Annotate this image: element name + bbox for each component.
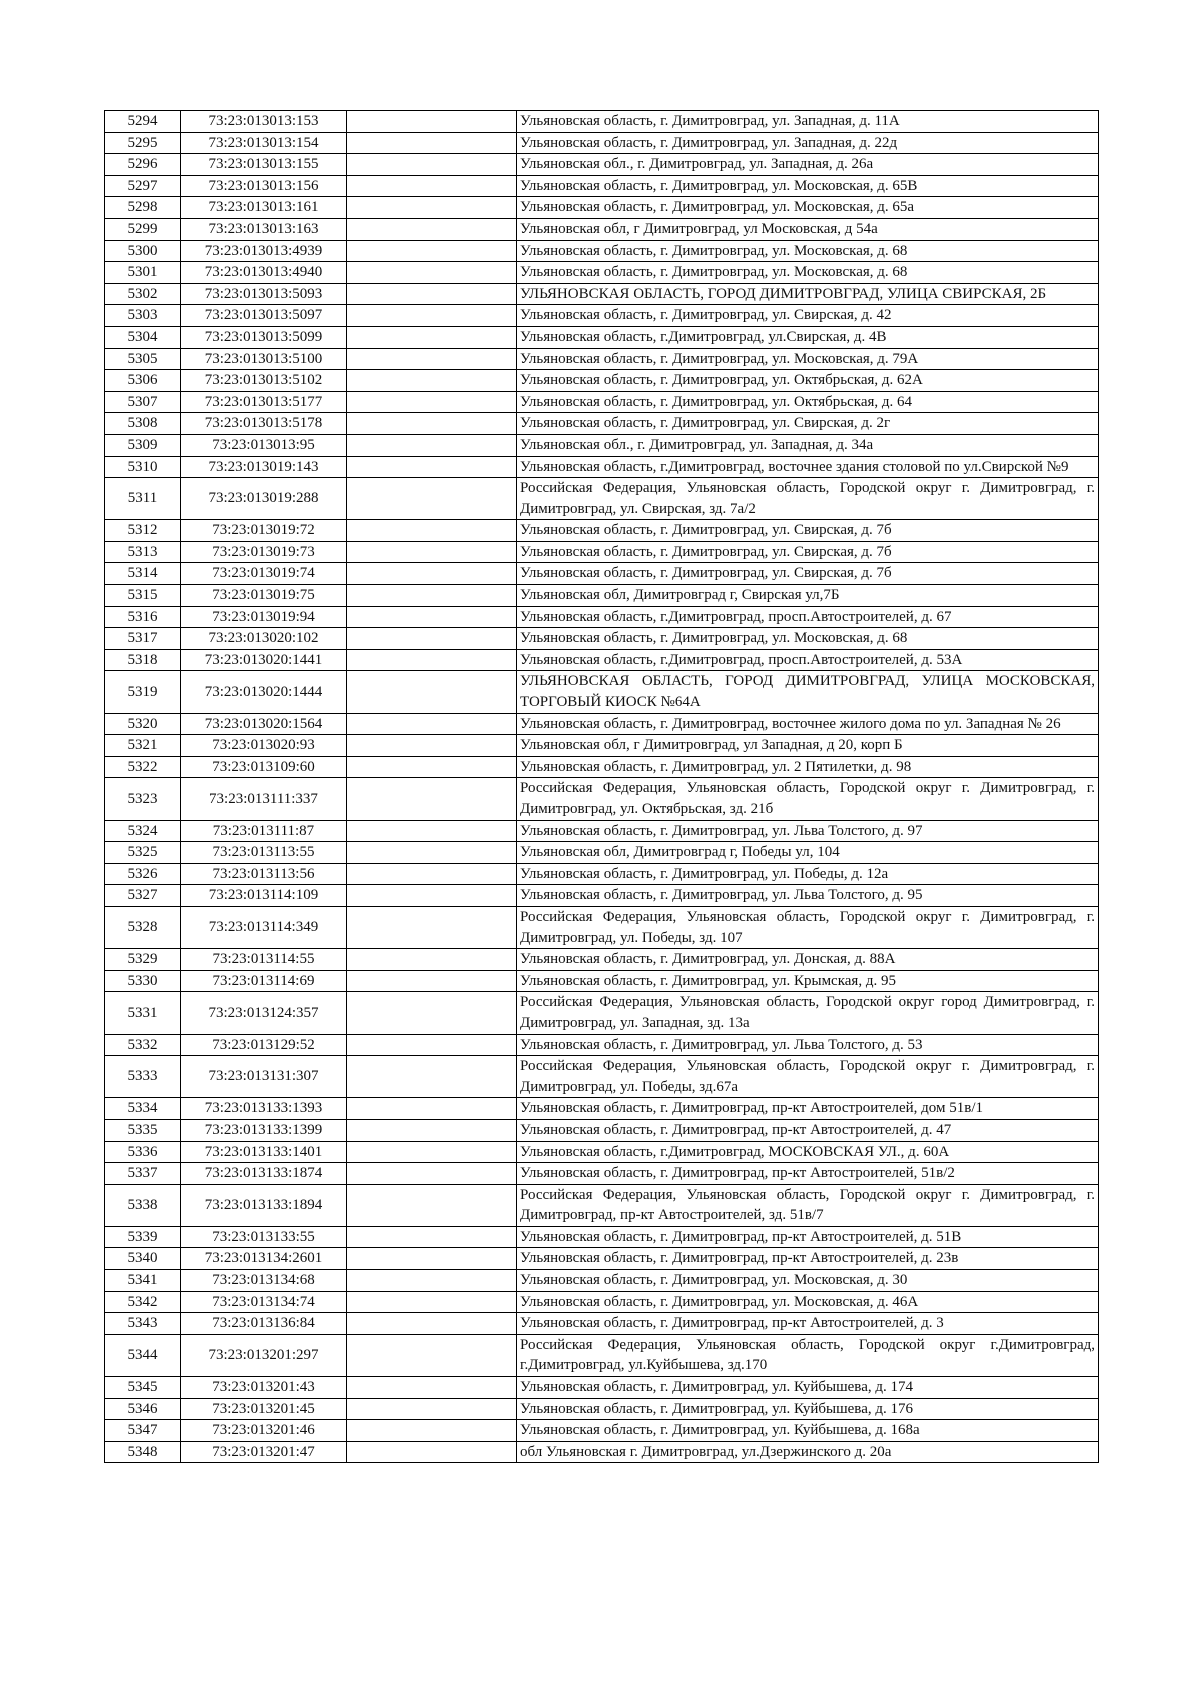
empty-cell	[347, 478, 517, 520]
table-row	[105, 370, 1099, 392]
table-row	[105, 563, 1099, 585]
empty-cell	[347, 240, 517, 262]
address-cell: Ульяновская область, г. Димитровград, ул. Московская, д. 68	[517, 262, 1099, 284]
empty-cell	[347, 197, 517, 219]
table-row	[105, 735, 1099, 757]
table-row	[105, 1270, 1099, 1292]
table-row	[105, 1119, 1099, 1141]
address-cell: Ульяновская область, г. Димитровград, ул. Западная, д. 11А	[517, 111, 1099, 133]
table-row	[105, 842, 1099, 864]
row-number-cell: 5297	[105, 175, 181, 197]
empty-cell	[347, 1226, 517, 1248]
address-cell: Ульяновская область, г. Димитровград, ул. Октябрьская, д. 62А	[517, 370, 1099, 392]
address-cell: Ульяновская область, г. Димитровград, ул. Донская, д. 88А	[517, 949, 1099, 971]
address-cell: Ульяновская область, г. Димитровград, ул. Куйбышева, д. 168а	[517, 1420, 1099, 1442]
empty-cell	[347, 628, 517, 650]
cadastral-number-cell: 73:23:013013:153	[181, 111, 347, 133]
address-cell: Ульяновская обл., г. Димитровград, ул. Западная, д. 34а	[517, 434, 1099, 456]
row-number-cell: 5344	[105, 1334, 181, 1376]
table-row	[105, 671, 1099, 713]
table-row	[105, 175, 1099, 197]
table-row	[105, 541, 1099, 563]
address-cell: Ульяновская область, г. Димитровград, ул. Октябрьская, д. 64	[517, 391, 1099, 413]
row-number-cell: 5322	[105, 756, 181, 778]
table-row	[105, 1291, 1099, 1313]
empty-cell	[347, 842, 517, 864]
row-number-cell: 5340	[105, 1248, 181, 1270]
table-row	[105, 283, 1099, 305]
empty-cell	[347, 370, 517, 392]
address-cell: Ульяновская область, г. Димитровград, восточнее жилого дома по ул. Западная № 26	[517, 713, 1099, 735]
address-cell: Ульяновская обл, Димитровград г, Свирская ул,7Б	[517, 585, 1099, 607]
empty-cell	[347, 906, 517, 948]
address-cell: Российская Федерация, Ульяновская область, Городской округ г. Димитровград, г. Димитровград, ул. Октябрьская, зд. 21б	[517, 778, 1099, 820]
empty-cell	[347, 1441, 517, 1463]
cadastral-number-cell: 73:23:013111:337	[181, 778, 347, 820]
address-cell: Ульяновская область, г. Димитровград, пр-кт Автостроителей, д. 23в	[517, 1248, 1099, 1270]
row-number-cell: 5308	[105, 413, 181, 435]
empty-cell	[347, 735, 517, 757]
table-row	[105, 1398, 1099, 1420]
cadastral-number-cell: 73:23:013020:1564	[181, 713, 347, 735]
table-row	[105, 820, 1099, 842]
cadastral-number-cell: 73:23:013131:307	[181, 1056, 347, 1098]
row-number-cell: 5333	[105, 1056, 181, 1098]
row-number-cell: 5317	[105, 628, 181, 650]
cadastral-number-cell: 73:23:013019:75	[181, 585, 347, 607]
cadastral-number-cell: 73:23:013134:68	[181, 1270, 347, 1292]
row-number-cell: 5313	[105, 541, 181, 563]
address-cell: Ульяновская область, г. Димитровград, ул. Свирская, д. 42	[517, 305, 1099, 327]
cadastral-number-cell: 73:23:013133:1874	[181, 1163, 347, 1185]
empty-cell	[347, 1420, 517, 1442]
row-number-cell: 5347	[105, 1420, 181, 1442]
address-cell: Ульяновская область, г. Димитровград, ул. Московская, д. 68	[517, 628, 1099, 650]
row-number-cell: 5343	[105, 1313, 181, 1335]
empty-cell	[347, 649, 517, 671]
row-number-cell: 5302	[105, 283, 181, 305]
empty-cell	[347, 585, 517, 607]
empty-cell	[347, 111, 517, 133]
table-row	[105, 132, 1099, 154]
address-cell: Ульяновская область, г. Димитровград, пр-кт Автостроителей, 51в/2	[517, 1163, 1099, 1185]
address-cell: Ульяновская область, г. Димитровград, ул. Западная, д. 22д	[517, 132, 1099, 154]
cadastral-number-cell: 73:23:013013:5102	[181, 370, 347, 392]
address-cell: УЛЬЯНОВСКАЯ ОБЛАСТЬ, ГОРОД ДИМИТРОВГРАД, УЛИЦА СВИРСКАЯ, 2Б	[517, 283, 1099, 305]
table-row	[105, 154, 1099, 176]
table-row	[105, 1184, 1099, 1226]
address-cell: обл Ульяновская г. Димитровград, ул.Дзержинского д. 20а	[517, 1441, 1099, 1463]
row-number-cell: 5348	[105, 1441, 181, 1463]
table-row	[105, 218, 1099, 240]
empty-cell	[347, 1098, 517, 1120]
address-cell: Ульяновская обл., г. Димитровград, ул. Западная, д. 26а	[517, 154, 1099, 176]
empty-cell	[347, 520, 517, 542]
table-row	[105, 240, 1099, 262]
address-cell: УЛЬЯНОВСКАЯ ОБЛАСТЬ, ГОРОД ДИМИТРОВГРАД, УЛИЦА МОСКОВСКАЯ, ТОРГОВЫЙ КИОСК №64А	[517, 671, 1099, 713]
empty-cell	[347, 1334, 517, 1376]
registry-sheet	[104, 110, 1098, 1463]
table-row	[105, 478, 1099, 520]
row-number-cell: 5309	[105, 434, 181, 456]
address-cell: Ульяновская область, г. Димитровград, ул. Московская, д. 65а	[517, 197, 1099, 219]
table-row	[105, 992, 1099, 1034]
row-number-cell: 5339	[105, 1226, 181, 1248]
address-cell: Ульяновская область, г. Димитровград, ул. 2 Пятилетки, д. 98	[517, 756, 1099, 778]
empty-cell	[347, 1119, 517, 1141]
table-row	[105, 326, 1099, 348]
empty-cell	[347, 970, 517, 992]
empty-cell	[347, 175, 517, 197]
row-number-cell: 5341	[105, 1270, 181, 1292]
empty-cell	[347, 885, 517, 907]
cadastral-number-cell: 73:23:013013:5093	[181, 283, 347, 305]
table-row	[105, 391, 1099, 413]
table-row	[105, 628, 1099, 650]
row-number-cell: 5324	[105, 820, 181, 842]
table-row	[105, 606, 1099, 628]
cadastral-number-cell: 73:23:013019:288	[181, 478, 347, 520]
empty-cell	[347, 992, 517, 1034]
address-cell: Российская Федерация, Ульяновская область, Городской округ г. Димитровград, г. Димитровград, ул. Победы, зд.67а	[517, 1056, 1099, 1098]
cadastral-number-cell: 73:23:013013:163	[181, 218, 347, 240]
empty-cell	[347, 1270, 517, 1292]
row-number-cell: 5335	[105, 1119, 181, 1141]
row-number-cell: 5310	[105, 456, 181, 478]
row-number-cell: 5296	[105, 154, 181, 176]
address-cell: Ульяновская область, г. Димитровград, ул. Свирская, д. 7б	[517, 541, 1099, 563]
row-number-cell: 5299	[105, 218, 181, 240]
table-row	[105, 906, 1099, 948]
address-cell: Ульяновская область, г. Димитровград, пр-кт Автостроителей, д. 3	[517, 1313, 1099, 1335]
cadastral-number-cell: 73:23:013113:55	[181, 842, 347, 864]
table-row	[105, 1163, 1099, 1185]
registry-table-body	[105, 111, 1099, 1463]
address-cell: Ульяновская область, г. Димитровград, ул. Свирская, д. 2г	[517, 413, 1099, 435]
empty-cell	[347, 1377, 517, 1399]
empty-cell	[347, 1184, 517, 1226]
row-number-cell: 5331	[105, 992, 181, 1034]
empty-cell	[347, 218, 517, 240]
empty-cell	[347, 563, 517, 585]
empty-cell	[347, 1248, 517, 1270]
table-row	[105, 778, 1099, 820]
row-number-cell: 5345	[105, 1377, 181, 1399]
row-number-cell: 5337	[105, 1163, 181, 1185]
row-number-cell: 5315	[105, 585, 181, 607]
table-row	[105, 456, 1099, 478]
empty-cell	[347, 1398, 517, 1420]
table-row	[105, 713, 1099, 735]
cadastral-number-cell: 73:23:013114:109	[181, 885, 347, 907]
table-row	[105, 1226, 1099, 1248]
row-number-cell: 5329	[105, 949, 181, 971]
address-cell: Ульяновская обл, г Димитровград, ул Московская, д 54а	[517, 218, 1099, 240]
cadastral-number-cell: 73:23:013019:73	[181, 541, 347, 563]
row-number-cell: 5319	[105, 671, 181, 713]
cadastral-number-cell: 73:23:013136:84	[181, 1313, 347, 1335]
empty-cell	[347, 1056, 517, 1098]
table-row	[105, 1141, 1099, 1163]
cadastral-number-cell: 73:23:013114:349	[181, 906, 347, 948]
cadastral-number-cell: 73:23:013013:5097	[181, 305, 347, 327]
table-row	[105, 434, 1099, 456]
cadastral-number-cell: 73:23:013013:155	[181, 154, 347, 176]
address-cell: Ульяновская область, г. Димитровград, пр-кт Автостроителей, д. 47	[517, 1119, 1099, 1141]
cadastral-number-cell: 73:23:013201:297	[181, 1334, 347, 1376]
table-row	[105, 1248, 1099, 1270]
empty-cell	[347, 949, 517, 971]
cadastral-number-cell: 73:23:013013:154	[181, 132, 347, 154]
cadastral-number-cell: 73:23:013013:4940	[181, 262, 347, 284]
address-cell: Российская Федерация, Ульяновская область, Городской округ г. Димитровград, г. Димитровград, ул. Победы, зд. 107	[517, 906, 1099, 948]
empty-cell	[347, 1034, 517, 1056]
cadastral-number-cell: 73:23:013013:4939	[181, 240, 347, 262]
cadastral-number-cell: 73:23:013129:52	[181, 1034, 347, 1056]
cadastral-number-cell: 73:23:013019:94	[181, 606, 347, 628]
row-number-cell: 5323	[105, 778, 181, 820]
cadastral-number-cell: 73:23:013134:2601	[181, 1248, 347, 1270]
row-number-cell: 5332	[105, 1034, 181, 1056]
row-number-cell: 5303	[105, 305, 181, 327]
table-row	[105, 520, 1099, 542]
row-number-cell: 5304	[105, 326, 181, 348]
table-row	[105, 756, 1099, 778]
row-number-cell: 5342	[105, 1291, 181, 1313]
cadastral-number-cell: 73:23:013114:69	[181, 970, 347, 992]
row-number-cell: 5338	[105, 1184, 181, 1226]
table-row	[105, 1334, 1099, 1376]
empty-cell	[347, 756, 517, 778]
empty-cell	[347, 713, 517, 735]
row-number-cell: 5301	[105, 262, 181, 284]
cadastral-number-cell: 73:23:013013:161	[181, 197, 347, 219]
row-number-cell: 5300	[105, 240, 181, 262]
cadastral-number-cell: 73:23:013113:56	[181, 863, 347, 885]
address-cell: Ульяновская область, г. Димитровград, ул. Московская, д. 65В	[517, 175, 1099, 197]
row-number-cell: 5325	[105, 842, 181, 864]
empty-cell	[347, 456, 517, 478]
cadastral-number-cell: 73:23:013133:1401	[181, 1141, 347, 1163]
empty-cell	[347, 413, 517, 435]
empty-cell	[347, 326, 517, 348]
empty-cell	[347, 283, 517, 305]
table-row	[105, 885, 1099, 907]
address-cell: Ульяновская область, г. Димитровград, ул. Льва Толстого, д. 53	[517, 1034, 1099, 1056]
address-cell: Ульяновская область, г.Димитровград, восточнее здания столовой по ул.Свирской №9	[517, 456, 1099, 478]
empty-cell	[347, 305, 517, 327]
cadastral-number-cell: 73:23:013013:5178	[181, 413, 347, 435]
address-cell: Ульяновская область, г. Димитровград, ул. Куйбышева, д. 174	[517, 1377, 1099, 1399]
row-number-cell: 5336	[105, 1141, 181, 1163]
cadastral-number-cell: 73:23:013020:102	[181, 628, 347, 650]
row-number-cell: 5328	[105, 906, 181, 948]
table-row	[105, 262, 1099, 284]
empty-cell	[347, 1291, 517, 1313]
table-row	[105, 970, 1099, 992]
cadastral-number-cell: 73:23:013133:1393	[181, 1098, 347, 1120]
cadastral-number-cell: 73:23:013201:47	[181, 1441, 347, 1463]
address-cell: Ульяновская область, г.Димитровград, ул.Свирская, д. 4В	[517, 326, 1099, 348]
table-row	[105, 1098, 1099, 1120]
empty-cell	[347, 434, 517, 456]
row-number-cell: 5305	[105, 348, 181, 370]
cadastral-number-cell: 73:23:013020:1444	[181, 671, 347, 713]
address-cell: Ульяновская область, г. Димитровград, ул. Победы, д. 12а	[517, 863, 1099, 885]
empty-cell	[347, 820, 517, 842]
row-number-cell: 5334	[105, 1098, 181, 1120]
address-cell: Ульяновская область, г. Димитровград, ул. Московская, д. 79А	[517, 348, 1099, 370]
row-number-cell: 5320	[105, 713, 181, 735]
cadastral-number-cell: 73:23:013201:46	[181, 1420, 347, 1442]
table-row	[105, 1420, 1099, 1442]
table-row	[105, 1056, 1099, 1098]
table-row	[105, 305, 1099, 327]
table-row	[105, 1377, 1099, 1399]
address-cell: Ульяновская область, г. Димитровград, пр-кт Автостроителей, д. 51В	[517, 1226, 1099, 1248]
row-number-cell: 5311	[105, 478, 181, 520]
empty-cell	[347, 863, 517, 885]
table-row	[105, 585, 1099, 607]
address-cell: Ульяновская область, г. Димитровград, ул. Московская, д. 46А	[517, 1291, 1099, 1313]
row-number-cell: 5314	[105, 563, 181, 585]
cadastral-number-cell: 73:23:013124:357	[181, 992, 347, 1034]
table-row	[105, 348, 1099, 370]
table-row	[105, 1441, 1099, 1463]
cadastral-number-cell: 73:23:013201:45	[181, 1398, 347, 1420]
cadastral-number-cell: 73:23:013013:5177	[181, 391, 347, 413]
row-number-cell: 5326	[105, 863, 181, 885]
address-cell: Ульяновская область, г. Димитровград, пр-кт Автостроителей, дом 51в/1	[517, 1098, 1099, 1120]
row-number-cell: 5316	[105, 606, 181, 628]
address-cell: Ульяновская область, г. Димитровград, ул. Московская, д. 30	[517, 1270, 1099, 1292]
empty-cell	[347, 154, 517, 176]
empty-cell	[347, 1141, 517, 1163]
registry-table	[104, 110, 1099, 1463]
cadastral-number-cell: 73:23:013114:55	[181, 949, 347, 971]
cadastral-number-cell: 73:23:013201:43	[181, 1377, 347, 1399]
row-number-cell: 5327	[105, 885, 181, 907]
cadastral-number-cell: 73:23:013019:143	[181, 456, 347, 478]
cadastral-number-cell: 73:23:013013:95	[181, 434, 347, 456]
row-number-cell: 5295	[105, 132, 181, 154]
cadastral-number-cell: 73:23:013109:60	[181, 756, 347, 778]
address-cell: Российская Федерация, Ульяновская область, Городской округ г.Димитровград, г.Димитровград, ул.Куйбышева, зд.170	[517, 1334, 1099, 1376]
empty-cell	[347, 348, 517, 370]
empty-cell	[347, 671, 517, 713]
table-row	[105, 649, 1099, 671]
address-cell: Российская Федерация, Ульяновская область, Городской округ город Димитровград, г. Димитровград, ул. Западная, зд. 13а	[517, 992, 1099, 1034]
address-cell: Ульяновская обл, Димитровград г, Победы ул, 104	[517, 842, 1099, 864]
address-cell: Ульяновская область, г. Димитровград, ул. Льва Толстого, д. 97	[517, 820, 1099, 842]
row-number-cell: 5346	[105, 1398, 181, 1420]
table-row	[105, 1034, 1099, 1056]
table-row	[105, 949, 1099, 971]
address-cell: Ульяновская область, г. Димитровград, ул. Крымская, д. 95	[517, 970, 1099, 992]
row-number-cell: 5330	[105, 970, 181, 992]
row-number-cell: 5298	[105, 197, 181, 219]
cadastral-number-cell: 73:23:013133:1894	[181, 1184, 347, 1226]
row-number-cell: 5312	[105, 520, 181, 542]
table-row	[105, 197, 1099, 219]
row-number-cell: 5294	[105, 111, 181, 133]
empty-cell	[347, 1313, 517, 1335]
address-cell: Ульяновская область, г. Димитровград, ул. Куйбышева, д. 176	[517, 1398, 1099, 1420]
address-cell: Ульяновская область, г.Димитровград, просп.Автостроителей, д. 53А	[517, 649, 1099, 671]
address-cell: Российская Федерация, Ульяновская область, Городской округ г. Димитровград, г. Димитровград, пр-кт Автостроителей, зд. 51в/7	[517, 1184, 1099, 1226]
address-cell: Ульяновская область, г.Димитровград, просп.Автостроителей, д. 67	[517, 606, 1099, 628]
empty-cell	[347, 606, 517, 628]
empty-cell	[347, 1163, 517, 1185]
row-number-cell: 5306	[105, 370, 181, 392]
cadastral-number-cell: 73:23:013019:74	[181, 563, 347, 585]
row-number-cell: 5318	[105, 649, 181, 671]
address-cell: Ульяновская область, г. Димитровград, ул. Льва Толстого, д. 95	[517, 885, 1099, 907]
cadastral-number-cell: 73:23:013133:1399	[181, 1119, 347, 1141]
address-cell: Ульяновская область, г.Димитровград, МОСКОВСКАЯ УЛ., д. 60А	[517, 1141, 1099, 1163]
row-number-cell: 5321	[105, 735, 181, 757]
cadastral-number-cell: 73:23:013013:156	[181, 175, 347, 197]
empty-cell	[347, 132, 517, 154]
cadastral-number-cell: 73:23:013019:72	[181, 520, 347, 542]
cadastral-number-cell: 73:23:013133:55	[181, 1226, 347, 1248]
address-cell: Ульяновская область, г. Димитровград, ул. Свирская, д. 7б	[517, 563, 1099, 585]
cadastral-number-cell: 73:23:013013:5100	[181, 348, 347, 370]
cadastral-number-cell: 73:23:013020:93	[181, 735, 347, 757]
cadastral-number-cell: 73:23:013134:74	[181, 1291, 347, 1313]
cadastral-number-cell: 73:23:013013:5099	[181, 326, 347, 348]
empty-cell	[347, 541, 517, 563]
table-row	[105, 1313, 1099, 1335]
table-row	[105, 863, 1099, 885]
address-cell: Ульяновская обл, г Димитровград, ул Западная, д 20, корп Б	[517, 735, 1099, 757]
cadastral-number-cell: 73:23:013111:87	[181, 820, 347, 842]
empty-cell	[347, 391, 517, 413]
table-row	[105, 413, 1099, 435]
row-number-cell: 5307	[105, 391, 181, 413]
cadastral-number-cell: 73:23:013020:1441	[181, 649, 347, 671]
address-cell: Ульяновская область, г. Димитровград, ул. Московская, д. 68	[517, 240, 1099, 262]
address-cell: Ульяновская область, г. Димитровград, ул. Свирская, д. 7б	[517, 520, 1099, 542]
address-cell: Российская Федерация, Ульяновская область, Городской округ г. Димитровград, г. Димитровград, ул. Свирская, зд. 7а/2	[517, 478, 1099, 520]
empty-cell	[347, 778, 517, 820]
table-row	[105, 111, 1099, 133]
empty-cell	[347, 262, 517, 284]
